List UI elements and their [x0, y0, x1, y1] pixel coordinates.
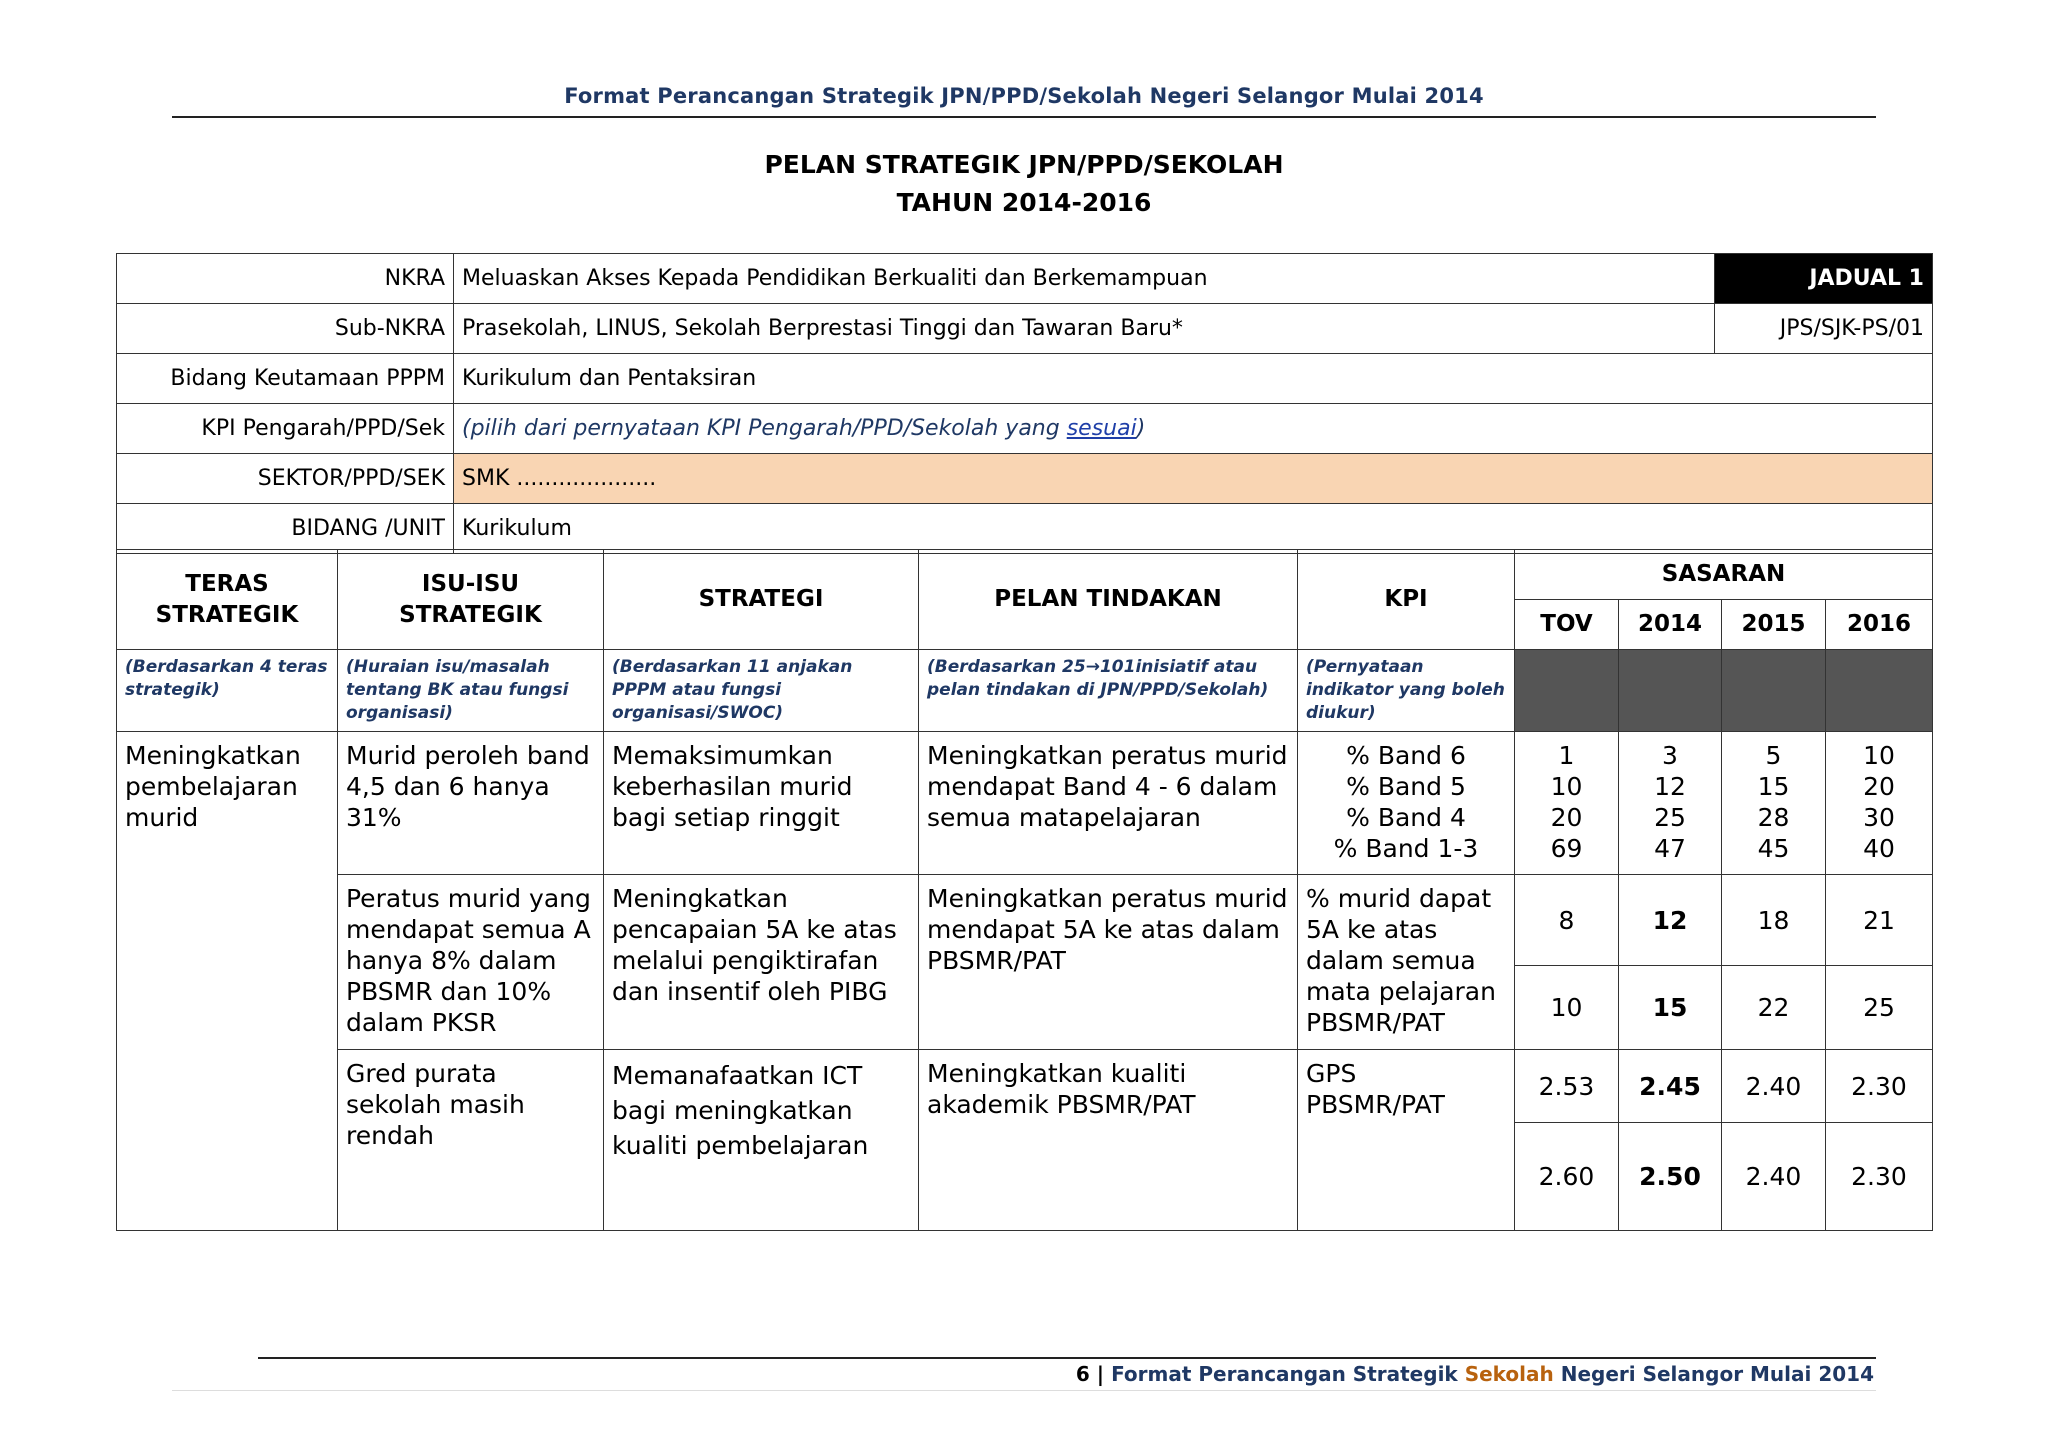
r3-kpi [1298, 1050, 1515, 1231]
title-line-2: TAHUN 2014-2016 [896, 188, 1152, 217]
col-2014: 2014 [1619, 600, 1722, 650]
col-sasaran: SASARAN [1515, 550, 1933, 600]
r3-isu: Gred purata sekolah masih rendah [338, 1050, 604, 1231]
r1-2016-1: 10 [1863, 741, 1895, 770]
col-pelan: PELAN TINDAKAN [919, 550, 1298, 650]
r1-2015-4: 45 [1757, 834, 1790, 863]
nkra-value: Meluaskan Akses Kepada Pendidikan Berkualiti dan Berkemampuan [454, 254, 1715, 304]
header-row-1 [117, 550, 1933, 600]
note-pelan: (Berdasarkan 25→101inisiatif atau pelan tindakan di JPN/PPD/Sekolah) [919, 650, 1298, 732]
r3b-2016: 2.30 [1826, 1123, 1933, 1231]
r1-2016-2: 20 [1863, 772, 1895, 801]
r1-2014-1: 3 [1662, 741, 1678, 770]
r1-2015-3: 28 [1757, 803, 1790, 832]
col-tov: TOV [1515, 600, 1619, 650]
r2b-tov: 10 [1515, 966, 1619, 1050]
r3a-2015: 2.40 [1722, 1050, 1826, 1123]
r1-kpi [1298, 732, 1515, 875]
footer-text-2: Sekolah [1464, 1362, 1554, 1386]
subnkra-label: Sub-NKRA [117, 304, 454, 354]
page-header: Format Perancangan Strategik JPN/PPD/Sekolah Negeri Selangor Mulai 2014 [564, 84, 1484, 108]
r1-tov-1: 1 [1558, 741, 1575, 770]
r1-tov-4: 69 [1550, 834, 1583, 863]
bidang-row [117, 354, 1933, 404]
info-table [116, 253, 1933, 554]
note-teras: (Berdasarkan 4 teras strategik) [117, 650, 338, 732]
r1-2015-2: 15 [1757, 772, 1790, 801]
sektor-row [117, 454, 1933, 504]
col-2016: 2016 [1826, 600, 1933, 650]
r3-kpi-2: PBSMR/PAT [1306, 1090, 1445, 1119]
footer-separator: | [1089, 1362, 1112, 1386]
note-kpi: (Pernyataan indikator yang boleh diukur) [1298, 650, 1515, 732]
notes-row [117, 650, 1933, 732]
note-dark-2015 [1722, 650, 1826, 732]
kpi-value [454, 404, 1933, 454]
note-strategi: (Berdasarkan 11 anjakan PPPM atau fungsi organisasi/SWOC) [604, 650, 919, 732]
r2b-2015: 22 [1722, 966, 1826, 1050]
sektor-value[interactable]: SMK .................... [454, 454, 1933, 504]
r1-2014 [1619, 732, 1722, 875]
r1-2015 [1722, 732, 1826, 875]
col-teras-l2: STRATEGIK [155, 601, 299, 628]
unit-value: Kurikulum [454, 504, 1933, 554]
footer-text-3: Negeri Selangor Mulai 2014 [1553, 1362, 1874, 1386]
col-kpi: KPI [1298, 550, 1515, 650]
jadual-badge: JADUAL 1 [1715, 254, 1933, 304]
r1-tov-3: 20 [1550, 803, 1583, 832]
document-title [0, 146, 2048, 222]
teras-cell: Meningkatkan pembelajaran murid [117, 732, 338, 1231]
r2-isu: Peratus murid yang mendapat semua A hanya 8% dalam PBSMR dan 10% dalam PKSR [338, 875, 604, 1050]
document-code: JPS/SJK-PS/01 [1715, 304, 1933, 354]
r1-2016-3: 30 [1863, 803, 1895, 832]
r1-tov [1515, 732, 1619, 875]
col-teras [117, 550, 338, 650]
r3a-2016: 2.30 [1826, 1050, 1933, 1123]
r1-kpi-3: % Band 4 [1346, 803, 1466, 832]
r1-tov-2: 10 [1550, 772, 1583, 801]
kpi-text: (pilih dari pernyataan KPI Pengarah/PPD/Sekolah yang [462, 416, 1067, 441]
r3-kpi-1: GPS [1306, 1059, 1357, 1088]
r3b-2015: 2.40 [1722, 1123, 1826, 1231]
kpi-row [117, 404, 1933, 454]
col-isu [338, 550, 604, 650]
r1-2014-4: 47 [1654, 834, 1686, 863]
table-row [117, 1050, 1933, 1123]
r1-2016-4: 40 [1863, 834, 1895, 863]
nkra-row [117, 254, 1933, 304]
r2a-2015: 18 [1722, 875, 1826, 966]
r1-2016 [1826, 732, 1933, 875]
r2-kpi: % murid dapat 5A ke atas dalam semua mata pelajaran PBSMR/PAT [1298, 875, 1515, 1050]
r3b-2014: 2.50 [1619, 1123, 1722, 1231]
r1-pelan: Meningkatkan peratus murid mendapat Band 4 - 6 dalam semua matapelajaran [919, 732, 1298, 875]
strategic-plan-table [116, 549, 1933, 1231]
col-2015: 2015 [1722, 600, 1826, 650]
r3-pelan: Meningkatkan kualiti akademik PBSMR/PAT [919, 1050, 1298, 1231]
r2b-2014: 15 [1619, 966, 1722, 1050]
page-number: 6 [1075, 1362, 1090, 1386]
footer-rule-light [172, 1390, 1876, 1391]
r3b-tov: 2.60 [1515, 1123, 1619, 1231]
r3a-2014: 2.45 [1619, 1050, 1722, 1123]
r1-kpi-2: % Band 5 [1346, 772, 1466, 801]
r2b-2016: 25 [1826, 966, 1933, 1050]
bidang-value: Kurikulum dan Pentaksiran [454, 354, 1933, 404]
nkra-label: NKRA [117, 254, 454, 304]
col-teras-l1: TERAS [185, 570, 269, 597]
kpi-close: ) [1136, 416, 1146, 441]
col-isu-l1: ISU-ISU [421, 570, 520, 597]
sesuai-link[interactable]: sesuai [1066, 416, 1137, 441]
r1-2014-3: 25 [1654, 803, 1686, 832]
page-footer [258, 1362, 1874, 1386]
header-rule [172, 116, 1876, 118]
r1-kpi-4: % Band 1-3 [1333, 834, 1479, 863]
table-row [117, 732, 1933, 875]
r3a-tov: 2.53 [1515, 1050, 1619, 1123]
bidang-label: Bidang Keutamaan PPPM [117, 354, 454, 404]
r2a-tov: 8 [1515, 875, 1619, 966]
r1-2015-1: 5 [1765, 741, 1782, 770]
r1-strategi: Memaksimumkan keberhasilan murid bagi setiap ringgit [604, 732, 919, 875]
footer-text-1: Format Perancangan Strategik [1111, 1362, 1465, 1386]
r2a-2014: 12 [1619, 875, 1722, 966]
sektor-label: SEKTOR/PPD/SEK [117, 454, 454, 504]
table-row [117, 875, 1933, 966]
subnkra-row [117, 304, 1933, 354]
r1-kpi-1: % Band 6 [1346, 741, 1466, 770]
footer-rule [258, 1357, 1876, 1359]
subnkra-value: Prasekolah, LINUS, Sekolah Berprestasi Tinggi dan Tawaran Baru* [454, 304, 1715, 354]
kpi-label: KPI Pengarah/PPD/Sek [117, 404, 454, 454]
note-isu: (Huraian isu/masalah tentang BK atau fungsi organisasi) [338, 650, 604, 732]
r1-isu: Murid peroleh band 4,5 dan 6 hanya 31% [338, 732, 604, 875]
note-dark-2016 [1826, 650, 1933, 732]
r1-2014-2: 12 [1654, 772, 1686, 801]
col-isu-l2: STRATEGIK [399, 601, 542, 628]
r3-strategi: Memanafaatkan ICT bagi meningkatkan kualiti pembelajaran [604, 1050, 919, 1231]
title-line-1: PELAN STRATEGIK JPN/PPD/SEKOLAH [764, 150, 1284, 179]
r2a-2016: 21 [1826, 875, 1933, 966]
note-dark-2014 [1619, 650, 1722, 732]
note-dark-tov [1515, 650, 1619, 732]
col-strategi: STRATEGI [604, 550, 919, 650]
r2-strategi: Meningkatkan pencapaian 5A ke atas melalui pengiktirafan dan insentif oleh PIBG [604, 875, 919, 1050]
unit-row [117, 504, 1933, 554]
r2-pelan: Meningkatkan peratus murid mendapat 5A ke atas dalam PBSMR/PAT [919, 875, 1298, 1050]
unit-label: BIDANG /UNIT [117, 504, 454, 554]
